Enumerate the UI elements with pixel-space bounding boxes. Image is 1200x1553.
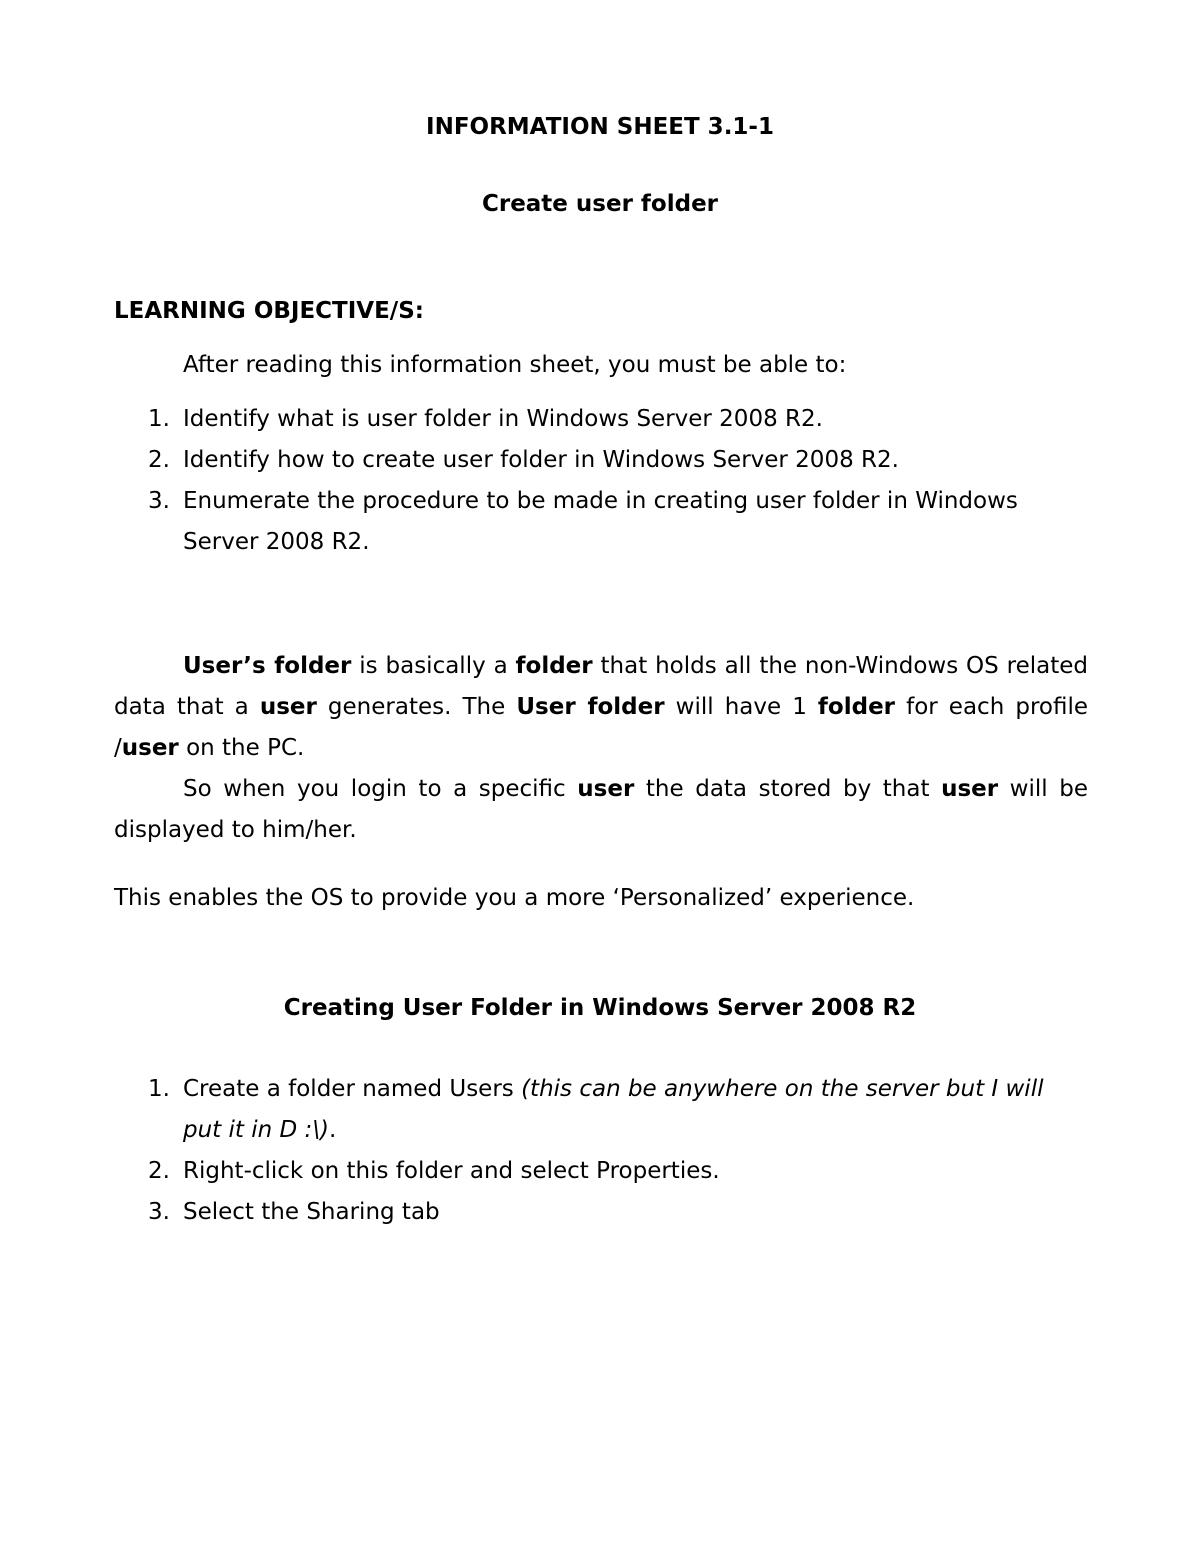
paragraph-text: will have 1 [664,694,818,720]
paragraph-text: the data stored by that [634,776,942,802]
list-item [114,440,1088,481]
bold-term: folder [587,694,665,720]
bold-space [576,694,588,720]
sheet-title: INFORMATION SHEET 3.1-1 [426,114,774,140]
objectives-intro: After reading this information sheet, you must be able to: [183,352,847,378]
list-item [114,1069,1088,1151]
bold-term: User’s [183,653,266,679]
list-text: Identify how to create user folder in Windows Server 2008 R2. [183,447,899,473]
paragraph-text: for each profile / [114,694,1089,761]
list-text: Right-click on this folder and select Properties. [183,1158,720,1184]
list-text: Create a folder named Users [183,1076,522,1102]
definition-paragraph [114,646,1088,769]
bold-term: user [577,776,635,802]
list-number: 3. [148,1199,170,1225]
personalized-paragraph: This enables the OS to provide you a more ‘Personalized’ experience. [114,885,915,911]
objectives-heading: LEARNING OBJECTIVE/S: [114,298,424,324]
bold-space [266,653,275,679]
procedure-list [114,1069,1088,1233]
list-number: 3. [148,488,170,514]
paragraph-text: So when you login to a specific [183,776,578,802]
procedure-heading: Creating User Folder in Windows Server 2008 R2 [283,995,917,1021]
list-item [114,1151,1088,1192]
bold-term: user [941,776,999,802]
list-note: (this can be anywhere on the server but I will put it in D :\) [183,1076,1044,1143]
bold-term: user [259,694,317,720]
bold-term: folder [274,653,352,679]
paragraph-text: is basically a [351,653,516,679]
paragraph-text: will be displayed to him/her. [114,776,1088,843]
bold-term: User [516,694,576,720]
paragraph-text: that holds all the non-Windows OS related data that a [114,653,1088,720]
list-number: 2. [148,447,170,473]
paragraph-text: on the PC. [178,735,305,761]
bold-term: folder [817,694,896,720]
paragraph-text: generates. The [316,694,517,720]
list-item [114,399,1088,440]
objectives-list [114,399,1088,563]
sheet-subtitle: Create user folder [481,191,719,217]
bold-term: user [121,735,179,761]
list-text-end: . [329,1117,337,1143]
bold-term: folder [515,653,593,679]
list-item [114,1192,1088,1233]
list-text: Enumerate the procedure to be made in creating user folder in Windows Server 2008 R2. [183,488,1018,555]
login-paragraph [114,769,1088,851]
list-text: Identify what is user folder in Windows Server 2008 R2. [183,406,823,432]
list-number: 1. [148,406,170,432]
list-item [114,481,1088,563]
list-number: 1. [148,1076,170,1102]
list-number: 2. [148,1158,170,1184]
list-text: Select the Sharing tab [183,1199,440,1225]
